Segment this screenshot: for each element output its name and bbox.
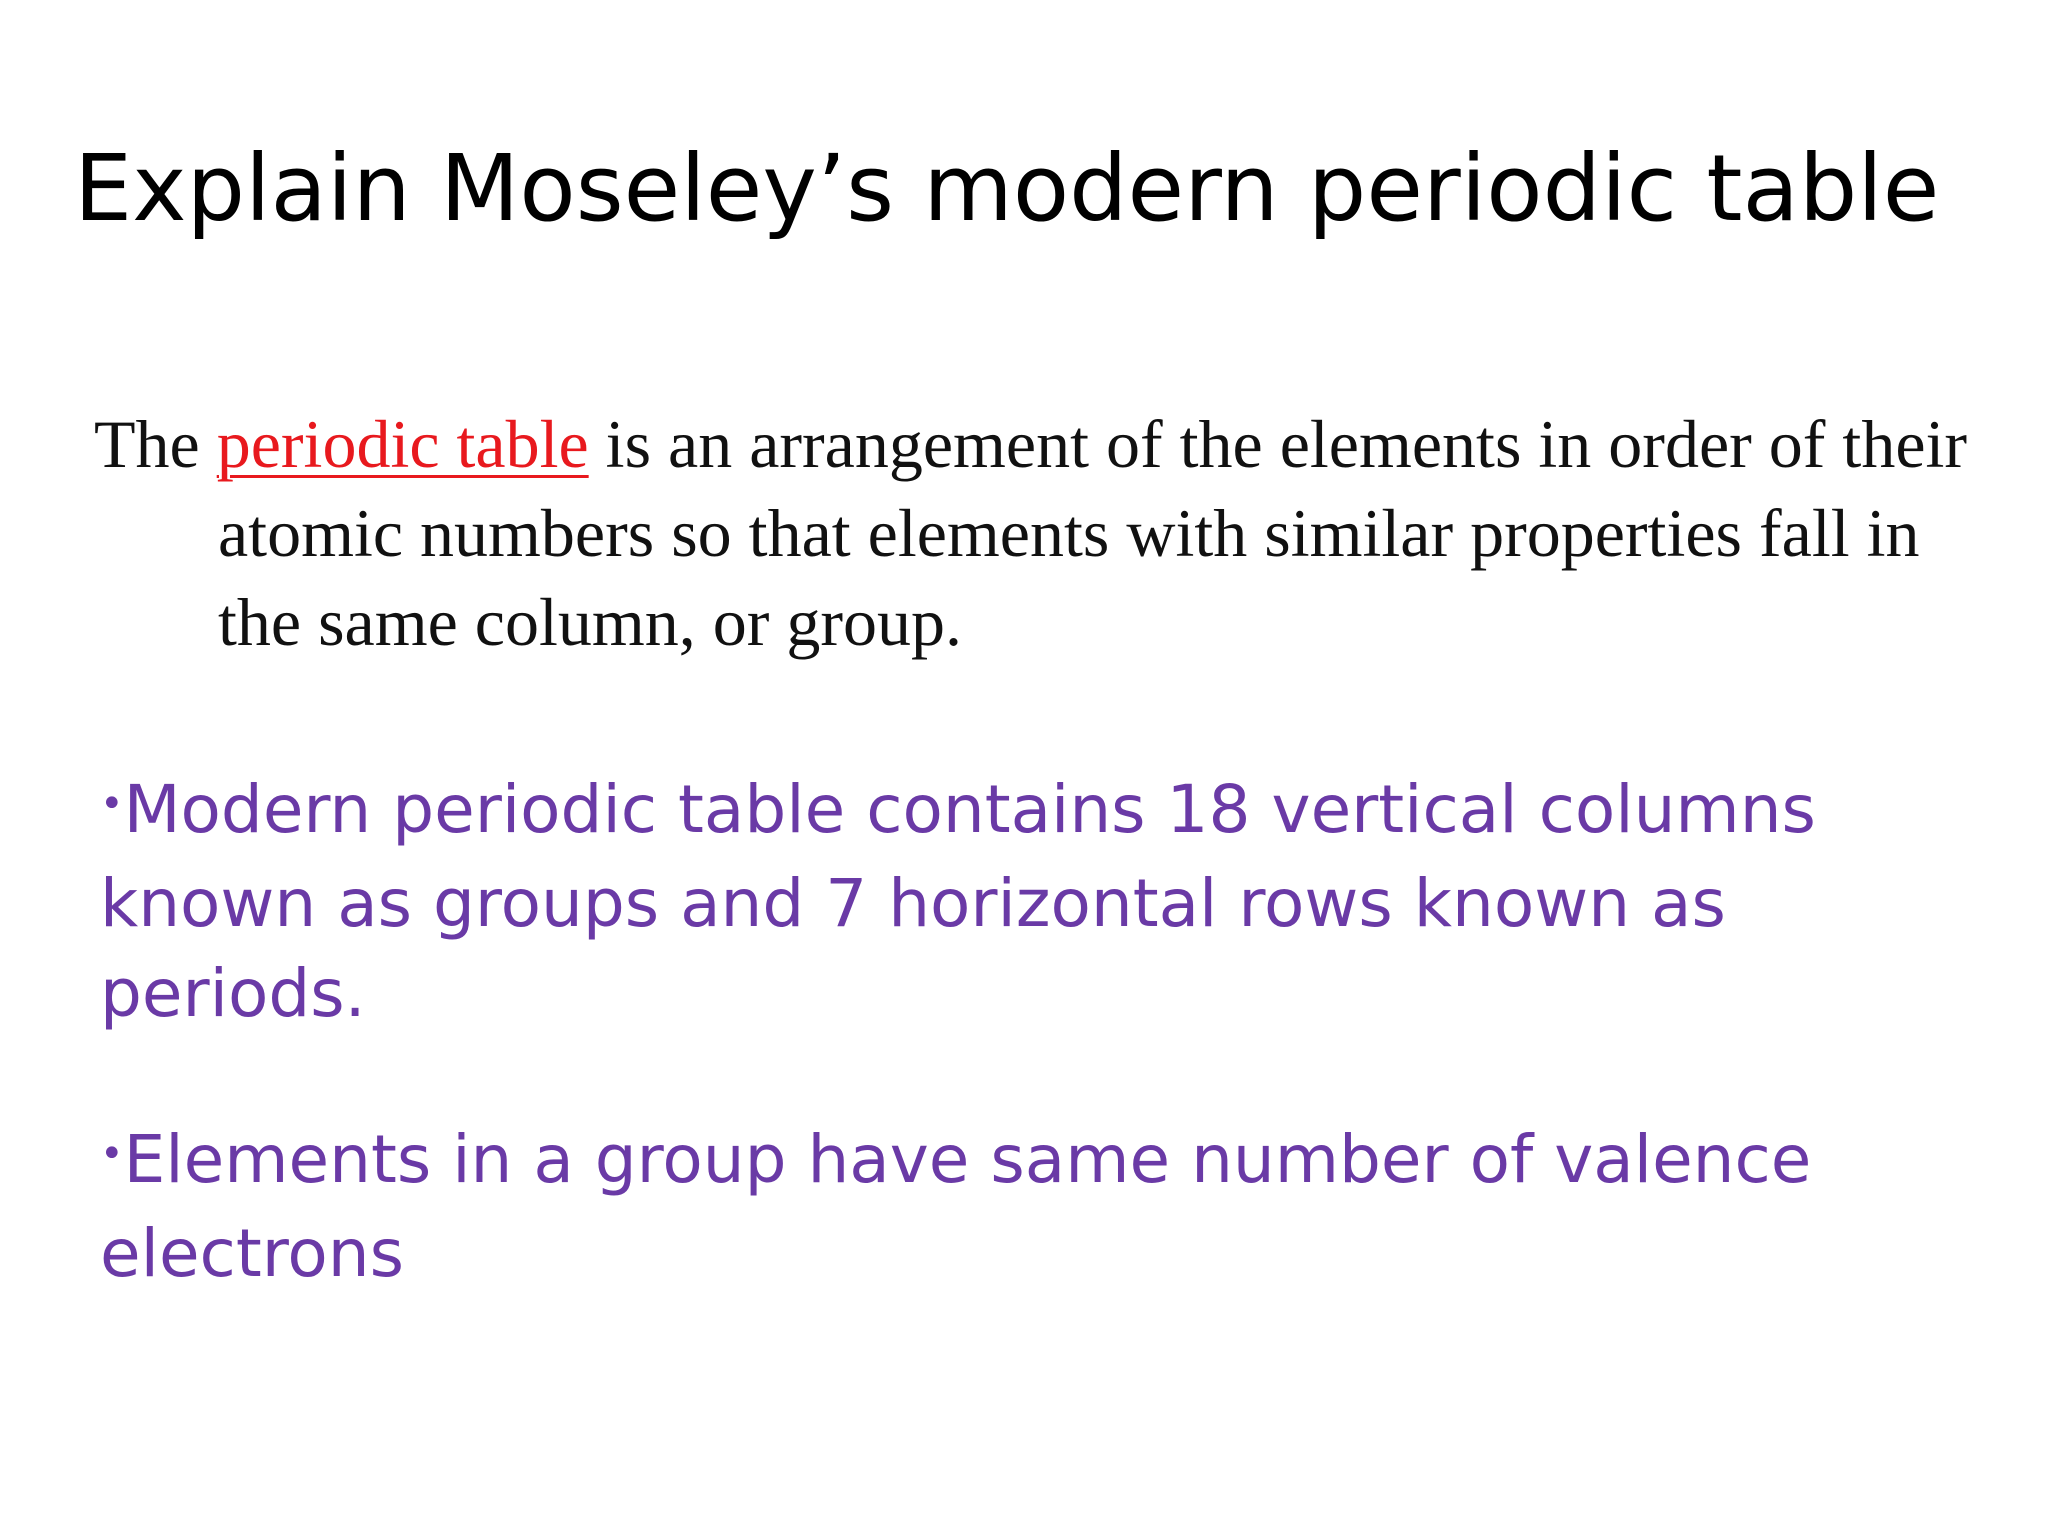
bullet-marker-icon: • bbox=[100, 1130, 124, 1177]
definition-lead: The bbox=[94, 406, 217, 482]
bullet-item-valence-electrons bbox=[100, 1115, 1920, 1299]
bullet-item-groups-periods bbox=[100, 765, 1920, 1039]
bullet-text: Modern periodic table contains 18 vertical columns known as groups and 7 horizontal rows known as periods. bbox=[100, 771, 1816, 1032]
bullet-marker-icon: • bbox=[100, 780, 124, 827]
bullet-text: Elements in a group have same number of valence electrons bbox=[100, 1121, 1812, 1292]
definition-paragraph bbox=[94, 400, 1998, 667]
slide-title: Explain Moseley’s modern periodic table bbox=[74, 135, 1940, 242]
periodic-table-link[interactable]: periodic table bbox=[216, 406, 589, 482]
definition-rest: is an arrangement of the elements in order of their atomic numbers so that elements with similar properties fall in the same column, or group. bbox=[218, 406, 1968, 660]
